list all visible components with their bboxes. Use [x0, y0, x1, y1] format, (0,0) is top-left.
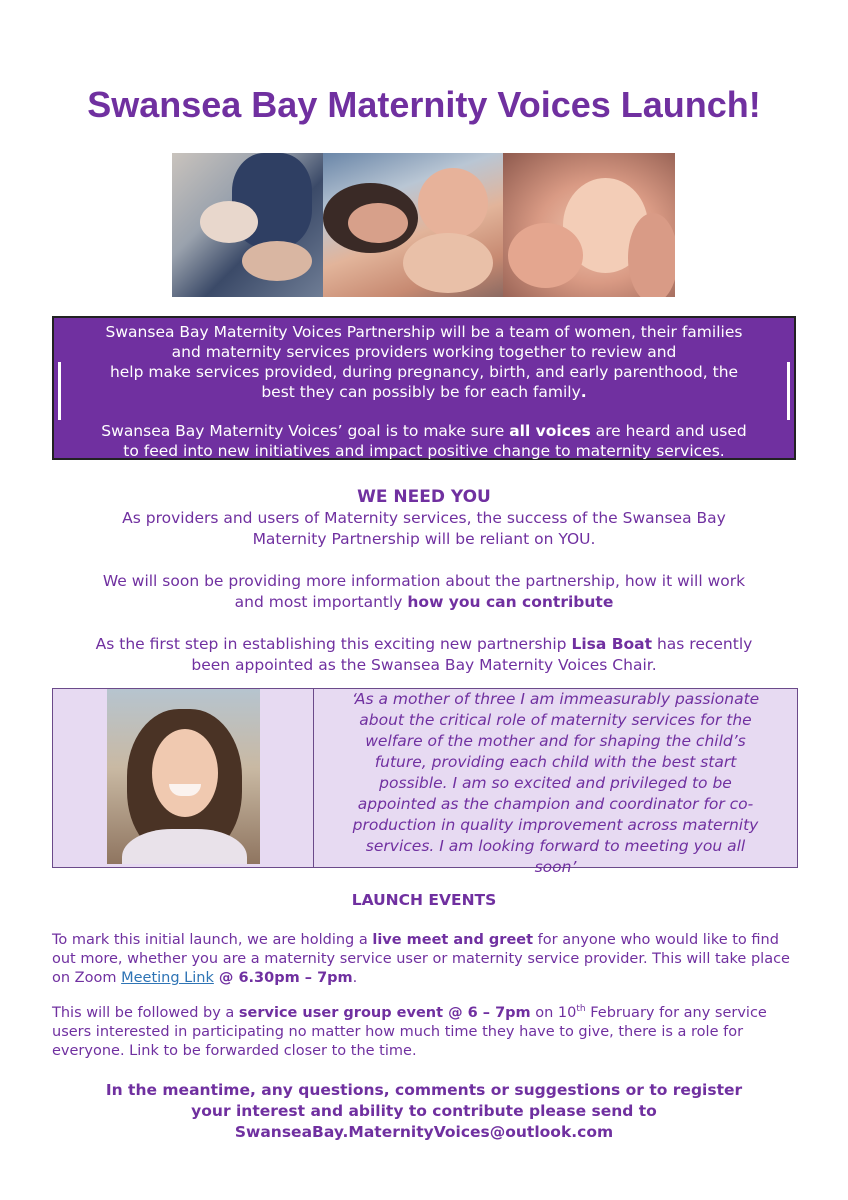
newborn-in-hands-photo [503, 153, 675, 297]
intro-line: help make services provided, during pregnancy, birth, and early parenthood, the [109, 363, 739, 381]
contact-text: your interest and ability to contribute please send to [191, 1102, 657, 1120]
need-text: We will soon be providing more information about the partnership, how it will work [102, 572, 746, 590]
goal-line: Swansea Bay Maternity Voices’ goal is to make sure all voices are heard and used [101, 422, 747, 440]
need-text: As the first step in establishing this exciting new partnership Lisa Boat has recently [95, 635, 753, 653]
contact-section [0, 1080, 848, 1143]
mother-and-newborn-photo [323, 153, 503, 297]
intro-line: Swansea Bay Maternity Voices Partnership will be a team of women, their families [105, 323, 743, 341]
partnership-intro-box [52, 316, 796, 460]
header-photo-strip [172, 153, 675, 297]
page-title: Swansea Bay Maternity Voices Launch! [87, 84, 761, 125]
chair-photo-cell [53, 689, 314, 867]
we-need-you-heading: WE NEED YOU [357, 487, 491, 507]
need-text: As providers and users of Maternity services, the success of the Swansea Bay [122, 509, 726, 527]
chair-quote-table [52, 688, 798, 876]
need-text: Maternity Partnership will be reliant on YOU. [252, 530, 596, 548]
left-border-mark [58, 362, 61, 420]
meeting-link[interactable]: Meeting Link [121, 970, 214, 986]
right-border-mark [787, 362, 790, 420]
father-with-newborn-photo [172, 153, 323, 297]
intro-line: and maternity services providers working together to review and [171, 343, 677, 361]
chair-portrait-photo [107, 689, 260, 864]
we-need-you-section [0, 487, 848, 676]
need-text: been appointed as the Swansea Bay Maternity Voices Chair. [191, 656, 657, 674]
contact-email[interactable]: SwanseaBay.MaternityVoices@outlook.com [234, 1123, 614, 1141]
goal-line: to feed into new initiatives and impact positive change to maternity services. [123, 442, 725, 460]
service-user-event-paragraph: This will be followed by a service user group event @ 6 – 7pm on 10th February for any service users interested in participating no matter how much time they have to give, there is a role for everyone. Link to be forwarded closer to the time. [52, 1004, 767, 1059]
intro-line: best they can possibly be for each family. [261, 383, 587, 401]
contact-text: In the meantime, any questions, comments or suggestions or to register [105, 1081, 743, 1099]
launch-events-heading: LAUNCH EVENTS [351, 891, 497, 909]
need-text: and most importantly how you can contribute [234, 593, 614, 611]
chair-quote: ‘As a mother of three I am immeasurably passionate about the critical role of maternity services for the welfare of the mother and for shaping the child’s future, providing each child with the best start possible. I am so excited and privileged to be appointed as the champion and coordinator for co- production in quality improvement across maternity services. I am looking forward to meeting you all soon’ [314, 689, 797, 867]
meet-and-greet-paragraph: To mark this initial launch, we are holding a live meet and greet for anyone who would like to find out more, whether you are a maternity service user or maternity service provider. This will take place on Zoom Meeting Link @ 6.30pm – 7pm. [52, 932, 790, 986]
